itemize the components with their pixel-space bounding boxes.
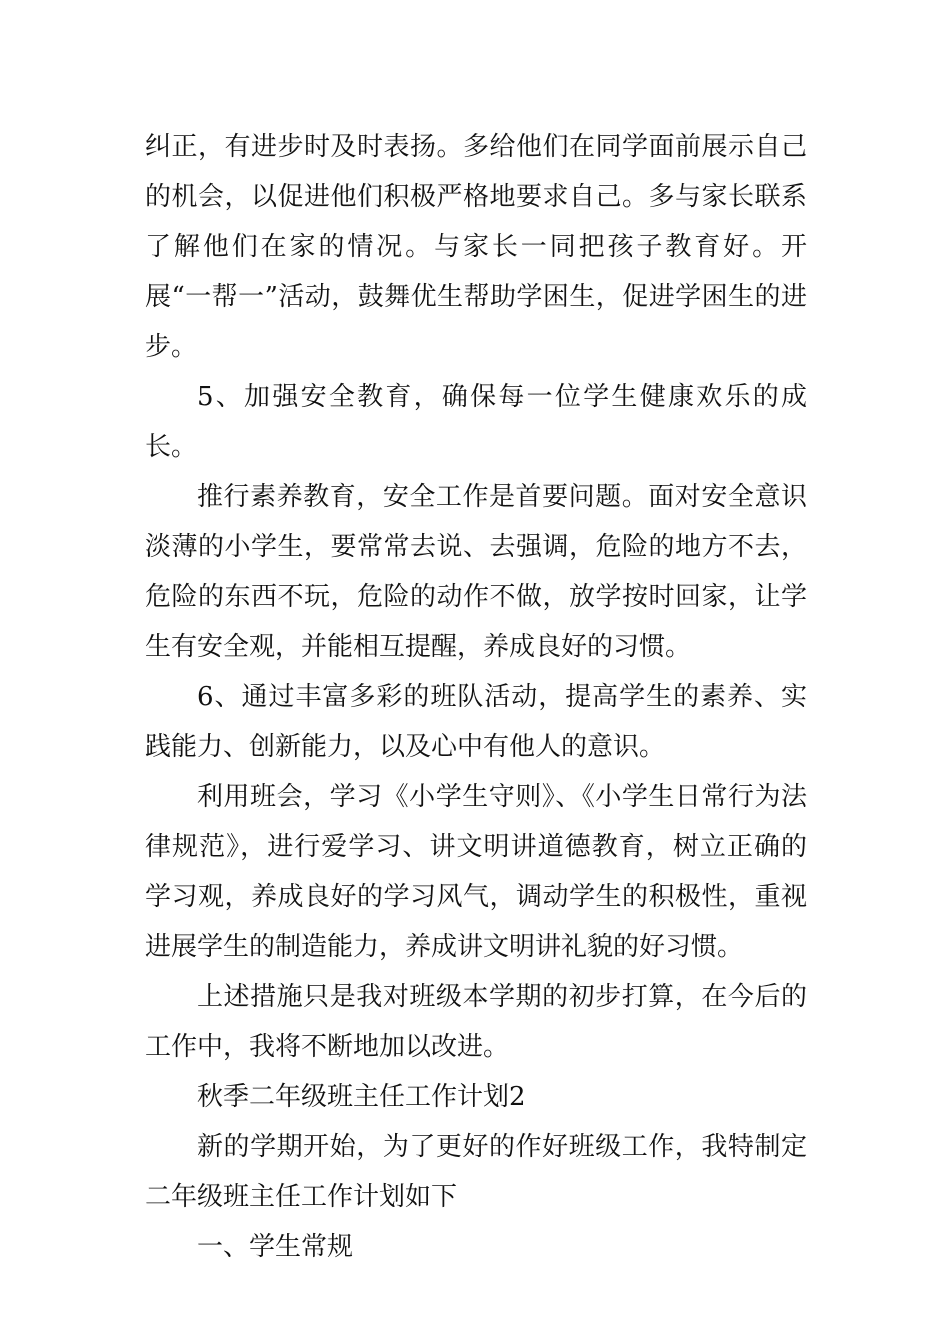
- safety-education-paragraph: 推行素养教育，安全工作是首要问题。面对安全意识淡薄的小学生，要常常去说、去强调，危险的地方不去，危险的东西不玩，危险的动作不做，放学按时回家，让学生有安全观，并能相互提醒，养成良好的习惯。: [145, 482, 807, 662]
- paragraph-continuation: 纠正，有进步时及时表扬。多给他们在同学面前展示自己的机会，以促进他们积极严格地要求自己。多与家长联系了解他们在家的情况。与家长一同把孩子教育好。开展“一帮一”活动，鼓舞优生帮助学困生，促进学困生的进步。: [145, 132, 807, 362]
- document-page: [145, 122, 807, 1272]
- section-title: 秋季二年级班主任工作计划2: [197, 1082, 526, 1112]
- closing-paragraph: 上述措施只是我对班级本学期的初步打算，在今后的工作中，我将不断地加以改进。: [145, 982, 807, 1062]
- class-meeting-paragraph: 利用班会，学习《小学生守则》、《小学生日常行为法律规范》，进行爱学习、讲文明讲道德教育，树立正确的学习观，养成良好的学习风气，调动学生的积极性，重视进展学生的制造能力，养成讲文明讲礼貌的好习惯。: [145, 782, 807, 962]
- intro-paragraph: 新的学期开始，为了更好的作好班级工作，我特制定二年级班主任工作计划如下: [145, 1132, 807, 1212]
- subsection-heading: 一、学生常规: [197, 1232, 354, 1262]
- item-6-heading: 6、通过丰富多彩的班队活动，提高学生的素养、实践能力、创新能力，以及心中有他人的意识。: [145, 682, 807, 762]
- item-5-heading: 5、加强安全教育，确保每一位学生健康欢乐的成长。: [145, 382, 807, 462]
